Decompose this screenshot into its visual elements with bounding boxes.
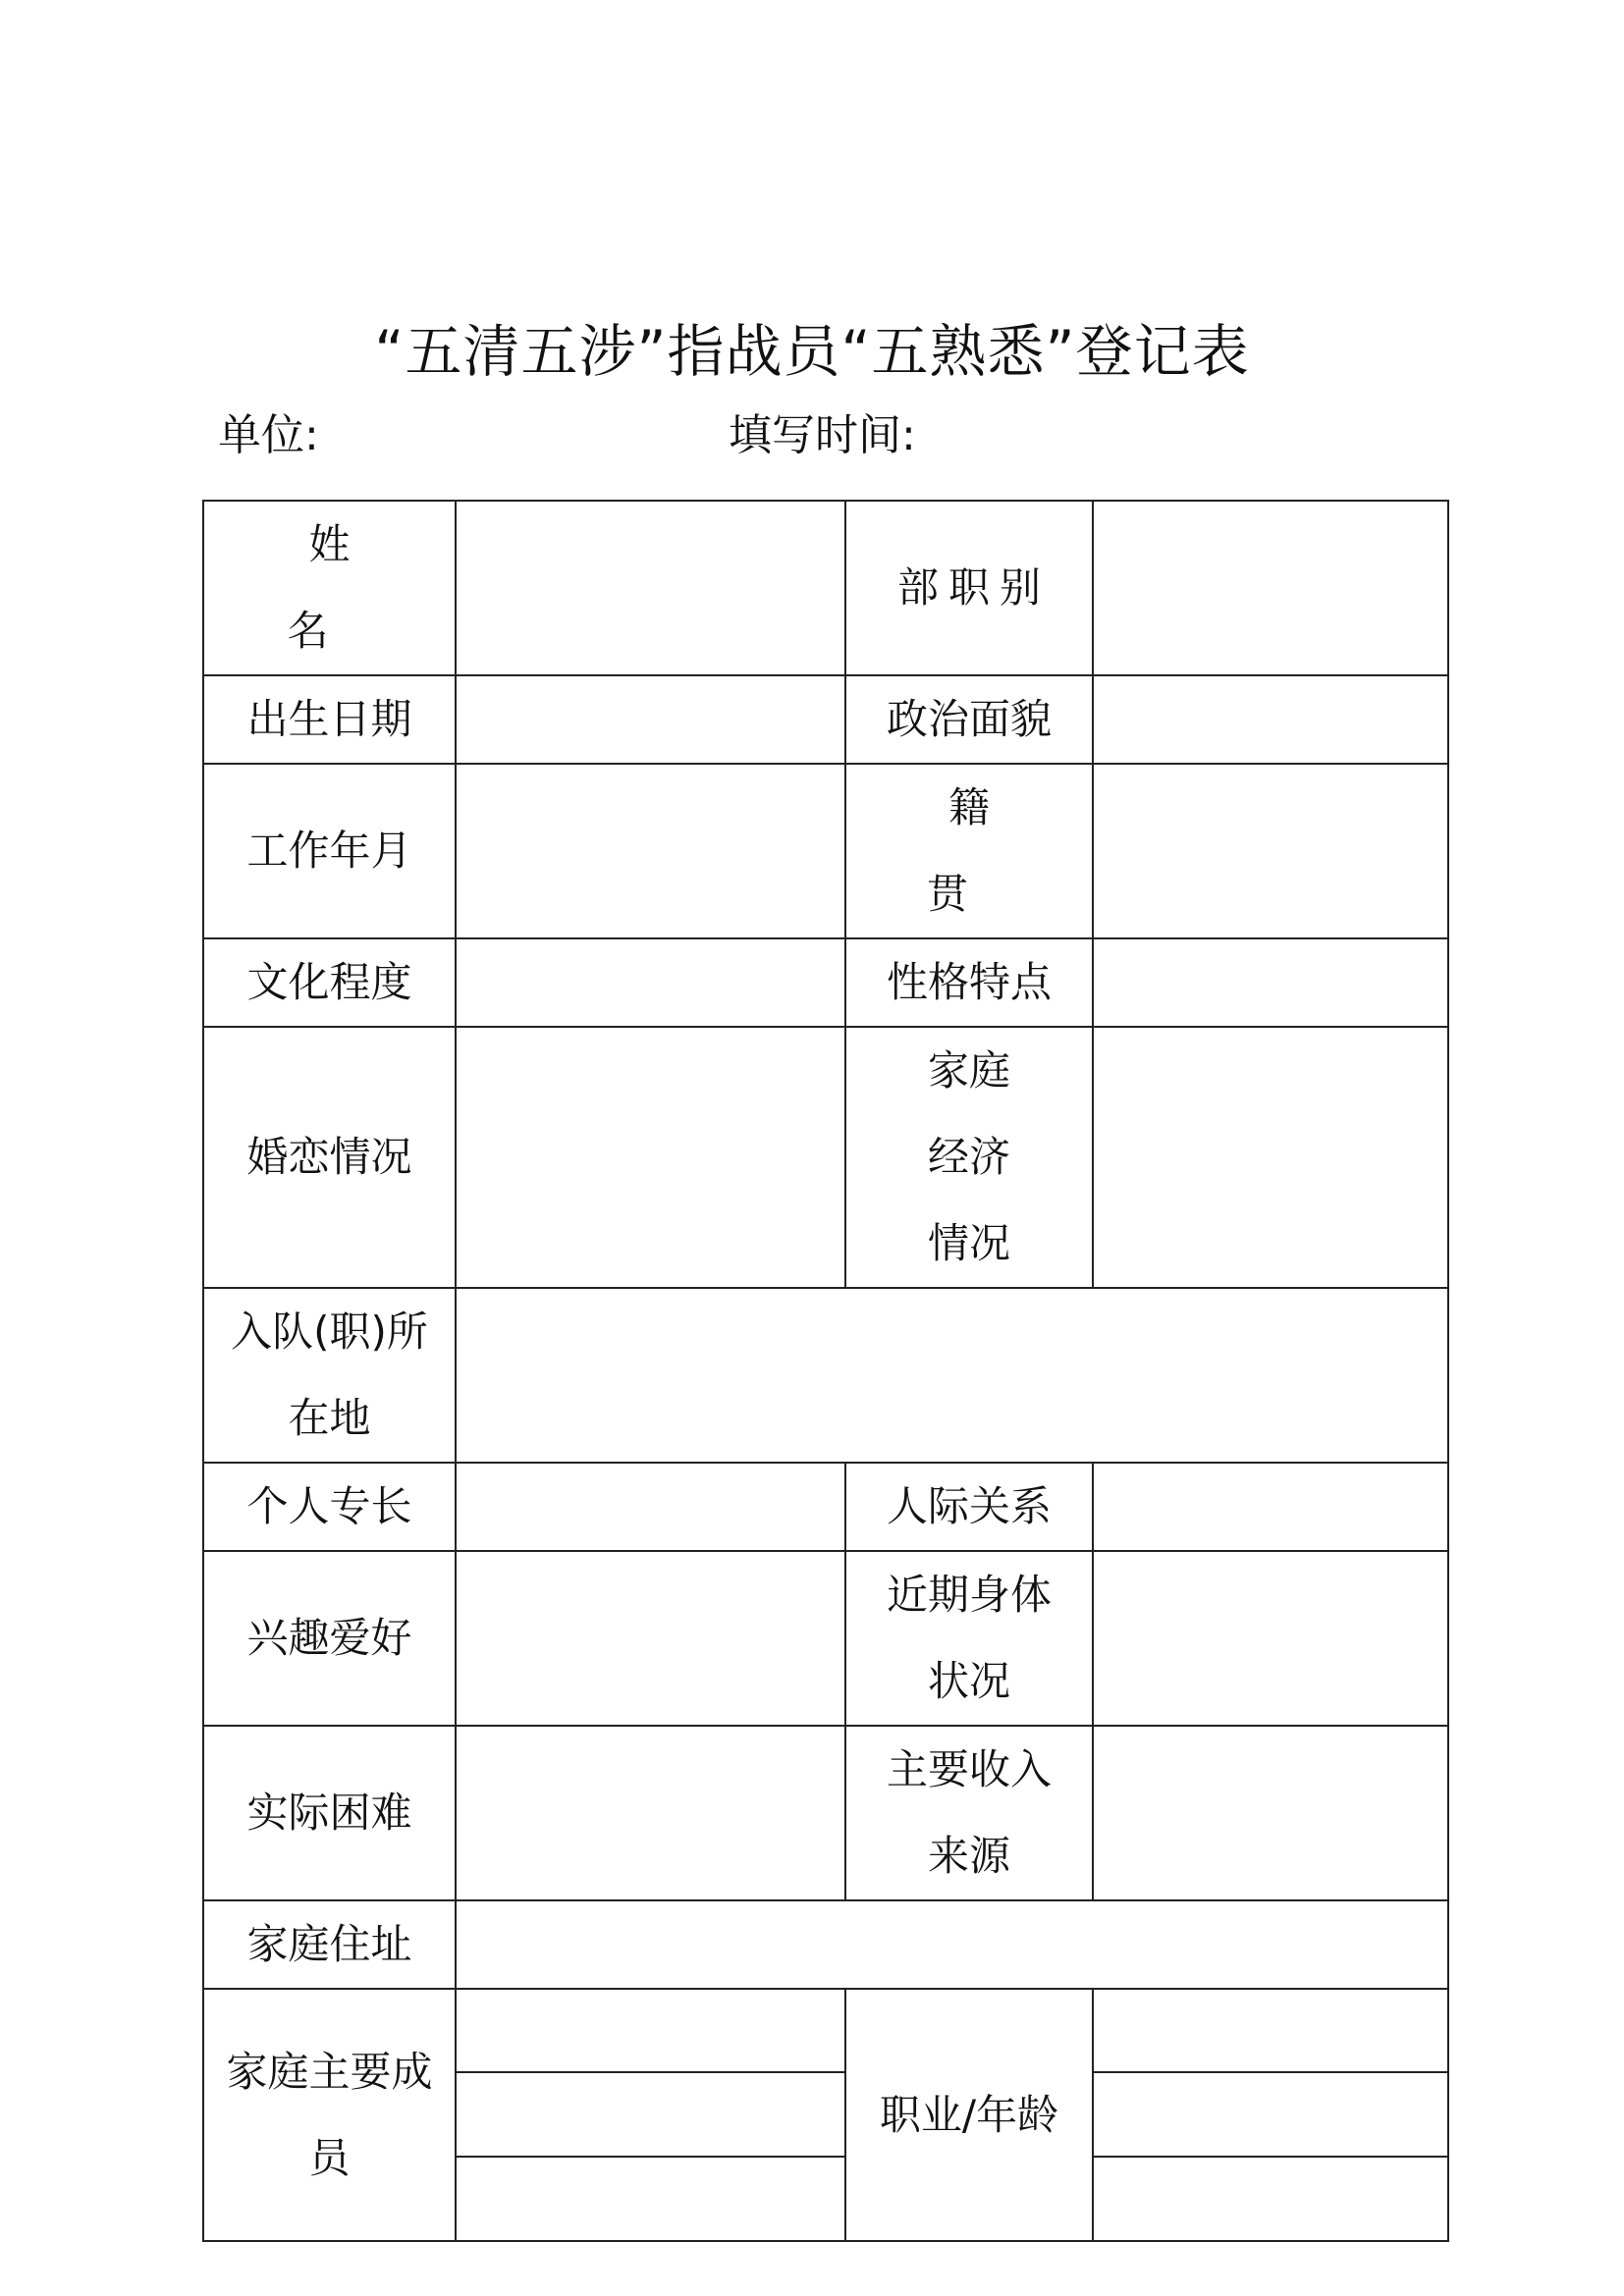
label-income-source: 主要收入来源 — [845, 1726, 1093, 1900]
registration-form-table — [202, 500, 1449, 2242]
field-occupation-age-3[interactable] — [1093, 2157, 1448, 2241]
field-health[interactable] — [1093, 1551, 1448, 1726]
field-work-date[interactable] — [456, 764, 845, 938]
field-enlist-location[interactable] — [456, 1288, 1448, 1463]
field-family-member-3[interactable] — [456, 2157, 845, 2241]
field-rank[interactable] — [1093, 501, 1448, 675]
field-birth-date[interactable] — [456, 675, 845, 764]
label-relationships: 人际关系 — [845, 1463, 1093, 1551]
field-family-member-1[interactable] — [456, 1989, 845, 2072]
field-hobbies[interactable] — [456, 1551, 845, 1726]
label-occupation-age: 职业/年龄 — [845, 1989, 1093, 2241]
label-hobbies: 兴趣爱好 — [203, 1551, 456, 1726]
field-difficulties[interactable] — [456, 1726, 845, 1900]
document-title: “五清五涉”指战员“五熟悉”登记表 — [374, 318, 1250, 385]
label-personality: 性格特点 — [845, 938, 1093, 1027]
field-occupation-age-1[interactable] — [1093, 1989, 1448, 2072]
field-marital-status[interactable] — [456, 1027, 845, 1288]
field-education[interactable] — [456, 938, 845, 1027]
label-name: 姓 名 — [203, 501, 456, 675]
field-family-member-2[interactable] — [456, 2072, 845, 2157]
label-education: 文化程度 — [203, 938, 456, 1027]
field-relationships[interactable] — [1093, 1463, 1448, 1551]
label-difficulties: 实际困难 — [203, 1726, 456, 1900]
field-family-economy[interactable] — [1093, 1027, 1448, 1288]
label-marital-status: 婚恋情况 — [203, 1027, 456, 1288]
label-birth-date: 出生日期 — [203, 675, 456, 764]
field-occupation-age-2[interactable] — [1093, 2072, 1448, 2157]
label-work-date: 工作年月 — [203, 764, 456, 938]
label-political-status: 政治面貌 — [845, 675, 1093, 764]
field-income-source[interactable] — [1093, 1726, 1448, 1900]
unit-label: 单位: — [218, 410, 319, 460]
label-home-address: 家庭住址 — [203, 1900, 456, 1989]
fill-time-label: 填写时间: — [729, 410, 916, 460]
label-rank: 部职别 — [845, 501, 1093, 675]
label-family-members: 家庭主要成员 — [203, 1989, 456, 2241]
field-name[interactable] — [456, 501, 845, 675]
label-family-economy: 家庭经济情况 — [845, 1027, 1093, 1288]
field-home-address[interactable] — [456, 1900, 1448, 1989]
label-health: 近期身体状况 — [845, 1551, 1093, 1726]
label-native-place: 籍 贯 — [845, 764, 1093, 938]
field-personality[interactable] — [1093, 938, 1448, 1027]
field-political-status[interactable] — [1093, 675, 1448, 764]
label-enlist-location: 入队(职)所在地 — [203, 1288, 456, 1463]
field-specialty[interactable] — [456, 1463, 845, 1551]
label-specialty: 个人专长 — [203, 1463, 456, 1551]
field-native-place[interactable] — [1093, 764, 1448, 938]
